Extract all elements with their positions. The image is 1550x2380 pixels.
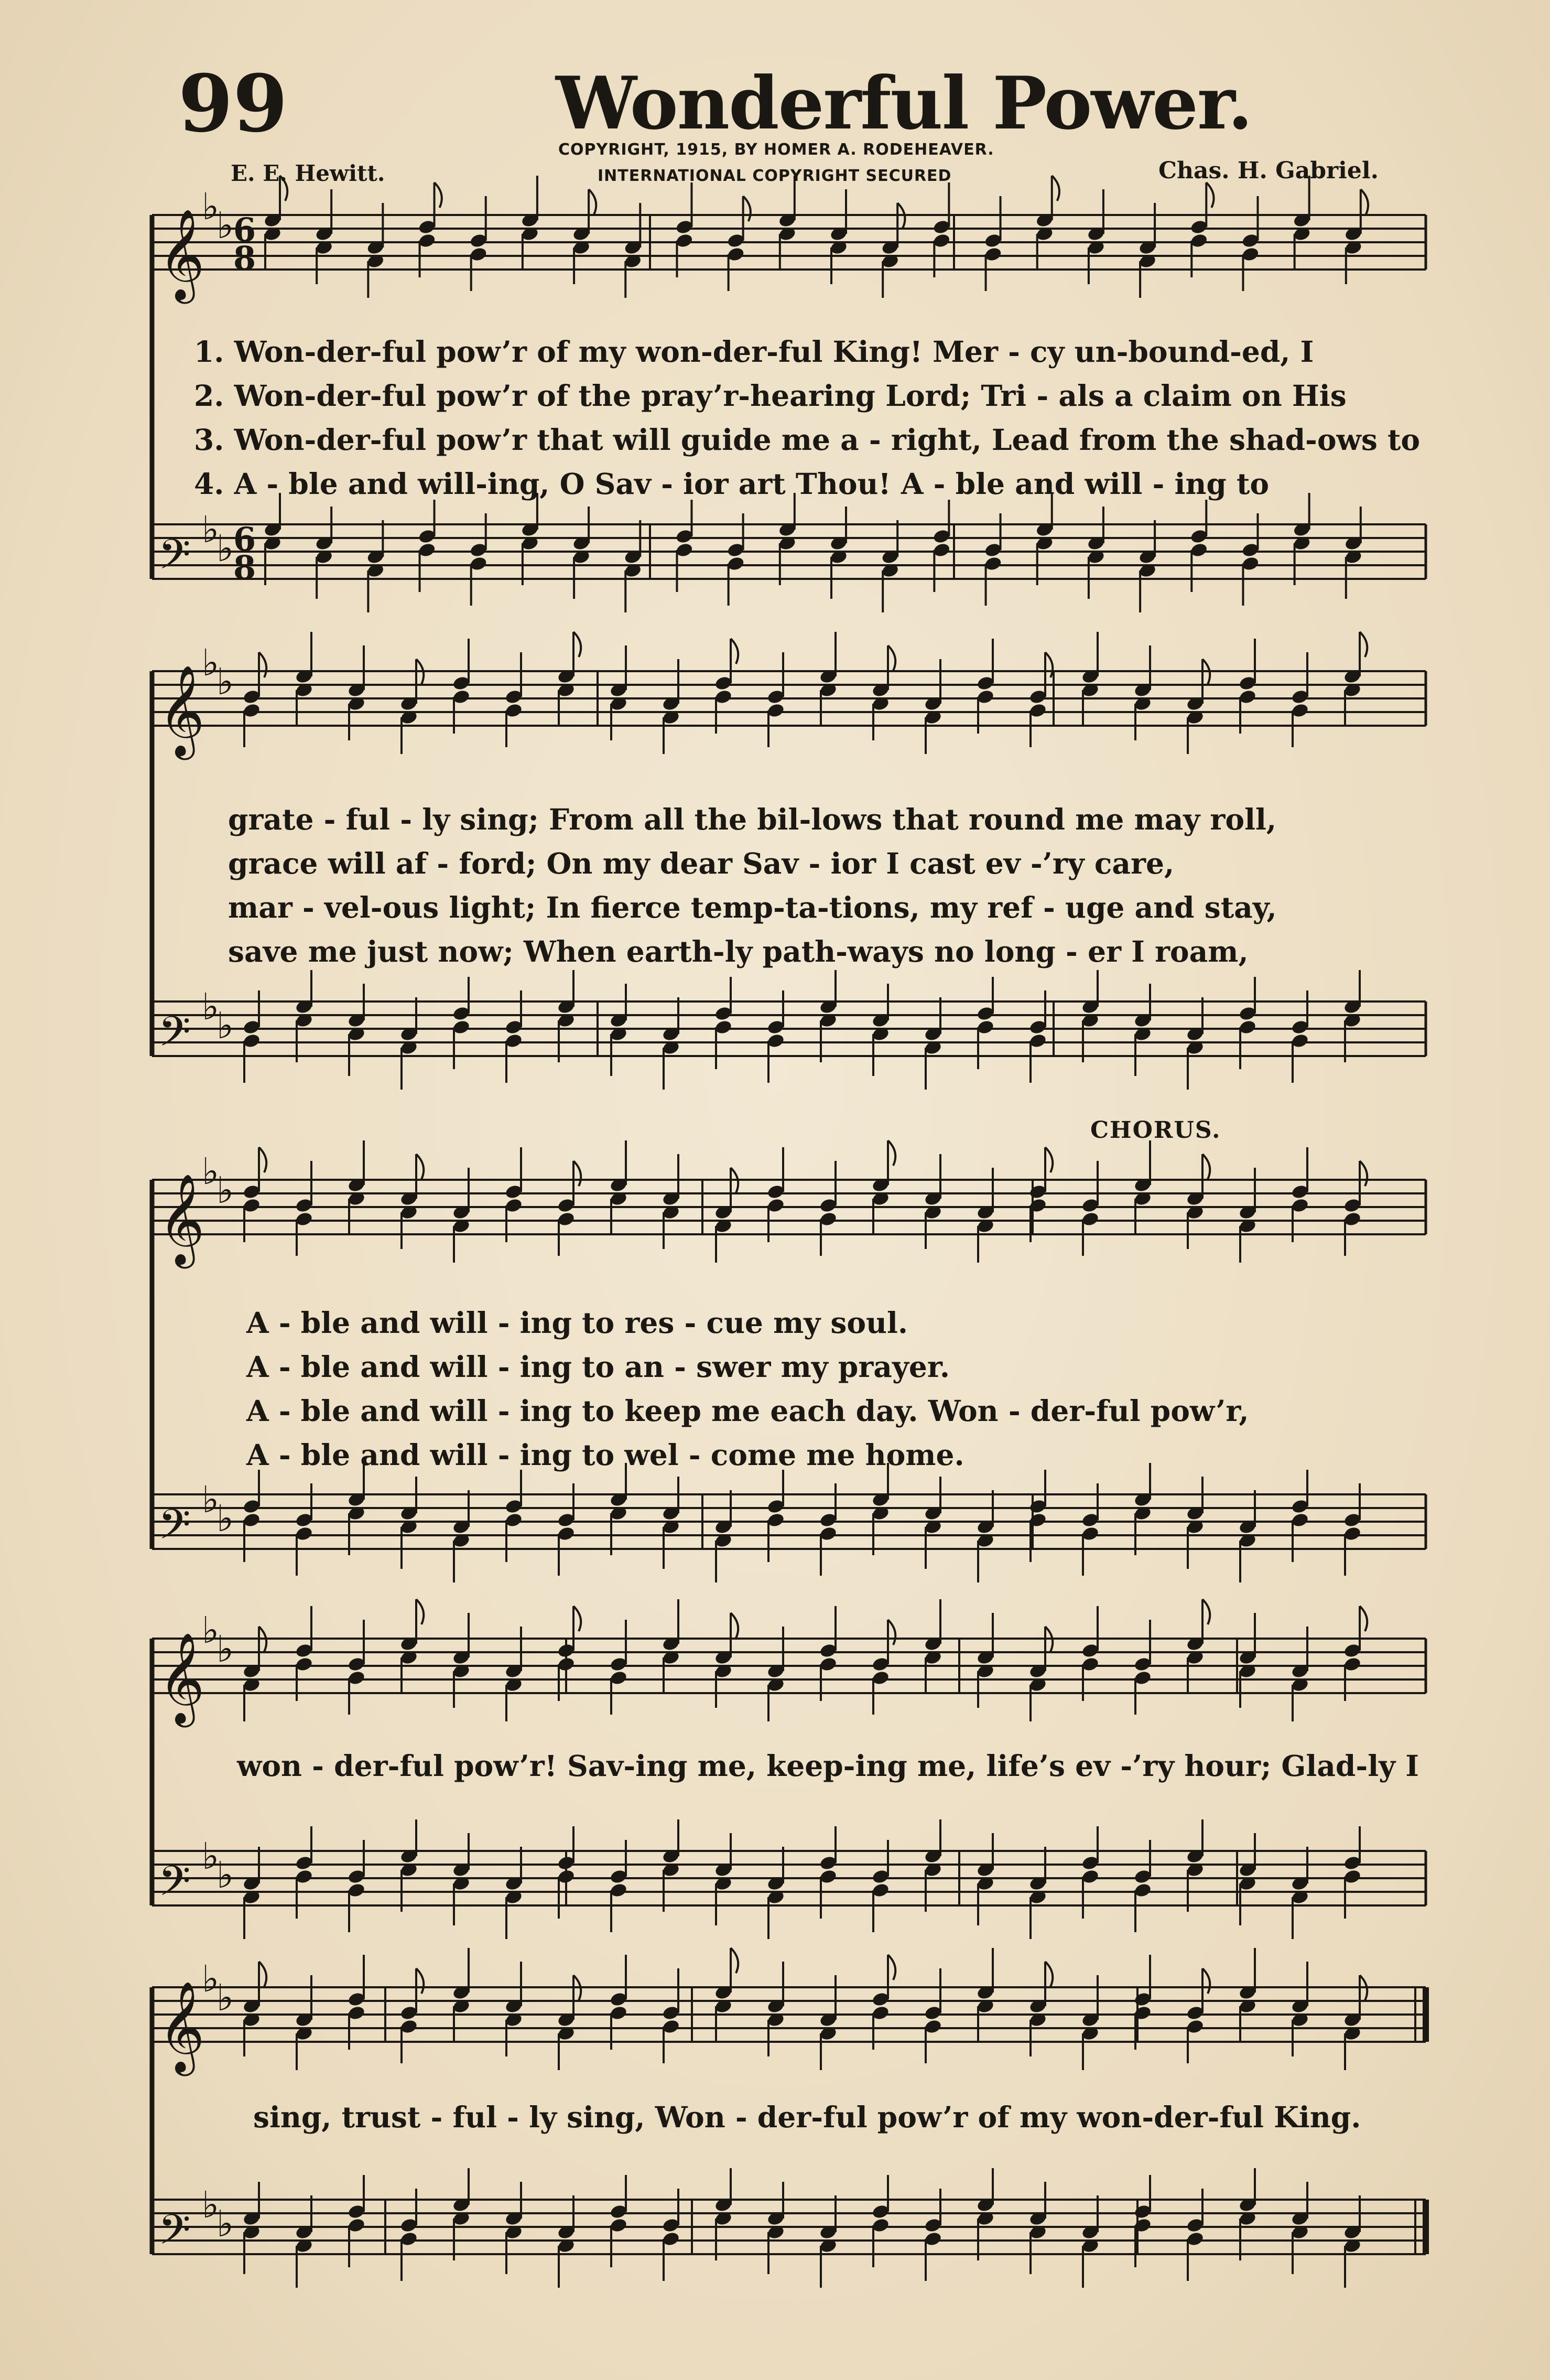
note-flag: [435, 182, 442, 208]
copyright-notice: COPYRIGHT, 1915, BY HOMER A. RODEHEAVER.: [558, 141, 994, 159]
flat-icon: ♭: [202, 2183, 220, 2226]
note-flag: [573, 632, 581, 657]
chorus-label: CHORUS.: [1090, 1117, 1221, 1144]
note-flag: [1202, 1599, 1210, 1624]
verse-3-line-2: mar - vel-ous light; In fierce temp-ta-tions, my ref - uge and stay,: [228, 890, 1277, 924]
flat-icon: ♭: [216, 2202, 234, 2245]
note-flag: [1045, 1147, 1053, 1172]
lyricist-credit: E. E. Hewitt.: [231, 160, 385, 186]
flat-icon: ♭: [216, 204, 234, 247]
verse-2-line-1: 2. Won-der-ful pow’r of the pray’r-hearing Lord; Tri - als a claim on His: [194, 379, 1347, 413]
note-flag: [1361, 189, 1368, 214]
chorus-line-2: sing, trust - ful - ly sing, Won - der-ful pow’r of my won-der-ful King.: [253, 2100, 1361, 2134]
flat-icon: ♭: [202, 1609, 220, 1652]
flat-icon: ♭: [216, 1976, 234, 2019]
chorus-line-1: won - der-ful pow’r! Sav-ing me, keep-ing me, life’s ev -’ry hour; Glad-ly I: [237, 1749, 1419, 1783]
verse-4-line-2: save me just now; When earth-ly path-ways no long - er I roam,: [228, 934, 1249, 968]
note-flag: [1360, 1606, 1367, 1631]
verse-4-line-3: A - ble and will - ing to wel - come me home.: [246, 1438, 964, 1472]
verse-4-line-1: 4. A - ble and will-ing, O Sav - ior art Thou! A - ble and will - ing to: [194, 467, 1270, 501]
flat-icon: ♭: [202, 641, 220, 684]
verse-1-line-3: A - ble and will - ing to res - cue my soul.: [246, 1306, 908, 1340]
bass-clef-icon: 𝄢: [158, 1500, 191, 1559]
note-flag: [731, 1948, 738, 1973]
flat-icon: ♭: [216, 660, 234, 703]
note-flag: [731, 1613, 738, 1638]
note-flag: [416, 1968, 424, 1994]
note-flag: [888, 1140, 895, 1166]
flat-icon: ♭: [216, 1497, 234, 1540]
flat-icon: ♭: [202, 508, 220, 551]
verse-1-line-1: 1. Won-der-ful pow’r of my won-der-ful King! Mer - cy un-bound-ed, I: [194, 335, 1314, 369]
note-flag: [259, 1962, 266, 1987]
note-flag: [1360, 1161, 1367, 1186]
flat-icon: ♭: [202, 1835, 220, 1878]
flat-icon: ♭: [202, 185, 220, 228]
time-signature: 8: [233, 548, 256, 587]
treble-clef-icon: 𝄞: [158, 665, 205, 756]
flat-icon: ♭: [202, 1150, 220, 1193]
note-flag: [416, 1154, 424, 1179]
note-flag: [280, 176, 287, 201]
verse-2-line-3: A - ble and will - ing to an - swer my prayer.: [246, 1350, 950, 1384]
note-flag: [1045, 1962, 1053, 1987]
note-flag: [589, 189, 596, 214]
flat-icon: ♭: [202, 985, 220, 1028]
note-flag: [1206, 182, 1213, 208]
note-flag: [573, 1161, 581, 1186]
note-flag: [1202, 1968, 1210, 1994]
flat-icon: ♭: [216, 1854, 234, 1897]
flat-icon: ♭: [216, 1004, 234, 1047]
verse-1-line-2: grate - ful - ly sing; From all the bil-lows that round me may roll,: [228, 802, 1277, 836]
flat-icon: ♭: [202, 1478, 220, 1521]
verse-3-line-1: 3. Won-der-ful pow’r that will guide me a - right, Lead from the shad-ows to: [194, 423, 1421, 457]
note-flag: [1045, 652, 1053, 677]
flat-icon: ♭: [216, 527, 234, 570]
note-flag: [888, 645, 895, 671]
hymn-title: Wonderful Power.: [556, 60, 1252, 146]
time-signature: 6: [233, 211, 256, 249]
bass-clef-icon: 𝄢: [158, 1857, 191, 1915]
note-flag: [888, 1955, 895, 1980]
treble-clef-icon: 𝄞: [158, 1632, 205, 1724]
time-signature: 6: [233, 520, 256, 558]
verse-3-line-3: A - ble and will - ing to keep me each day. Won - der-ful pow’r,: [246, 1394, 1249, 1428]
note-flag: [1360, 632, 1367, 657]
verse-2-line-2: grace will af - ford; On my dear Sav - ior I cast ev -’ry care,: [228, 846, 1175, 880]
note-flag: [743, 196, 751, 221]
bass-clef-icon: 𝄢: [158, 530, 191, 589]
hymn-number: 99: [178, 58, 288, 150]
note-flag: [1202, 1154, 1210, 1179]
note-flag: [888, 1620, 895, 1645]
flat-icon: ♭: [202, 1957, 220, 2000]
note-flag: [731, 639, 738, 664]
note-flag: [259, 652, 266, 677]
note-flag: [1052, 176, 1059, 201]
flat-icon: ♭: [216, 1169, 234, 1212]
copyright-secured: INTERNATIONAL COPYRIGHT SECURED: [598, 167, 952, 185]
treble-clef-icon: 𝄞: [158, 209, 205, 300]
note-flag: [259, 1147, 266, 1172]
composer-credit: Chas. H. Gabriel.: [1158, 157, 1379, 184]
time-signature: 8: [233, 239, 256, 277]
bass-clef-icon: 𝄢: [158, 1007, 191, 1066]
note-flag: [416, 1599, 424, 1624]
treble-clef-icon: 𝄞: [158, 1173, 205, 1265]
note-flag: [573, 1606, 581, 1631]
treble-clef-icon: 𝄞: [158, 1981, 205, 2072]
flat-icon: ♭: [216, 1628, 234, 1671]
bass-clef-icon: 𝄢: [158, 2205, 191, 2264]
